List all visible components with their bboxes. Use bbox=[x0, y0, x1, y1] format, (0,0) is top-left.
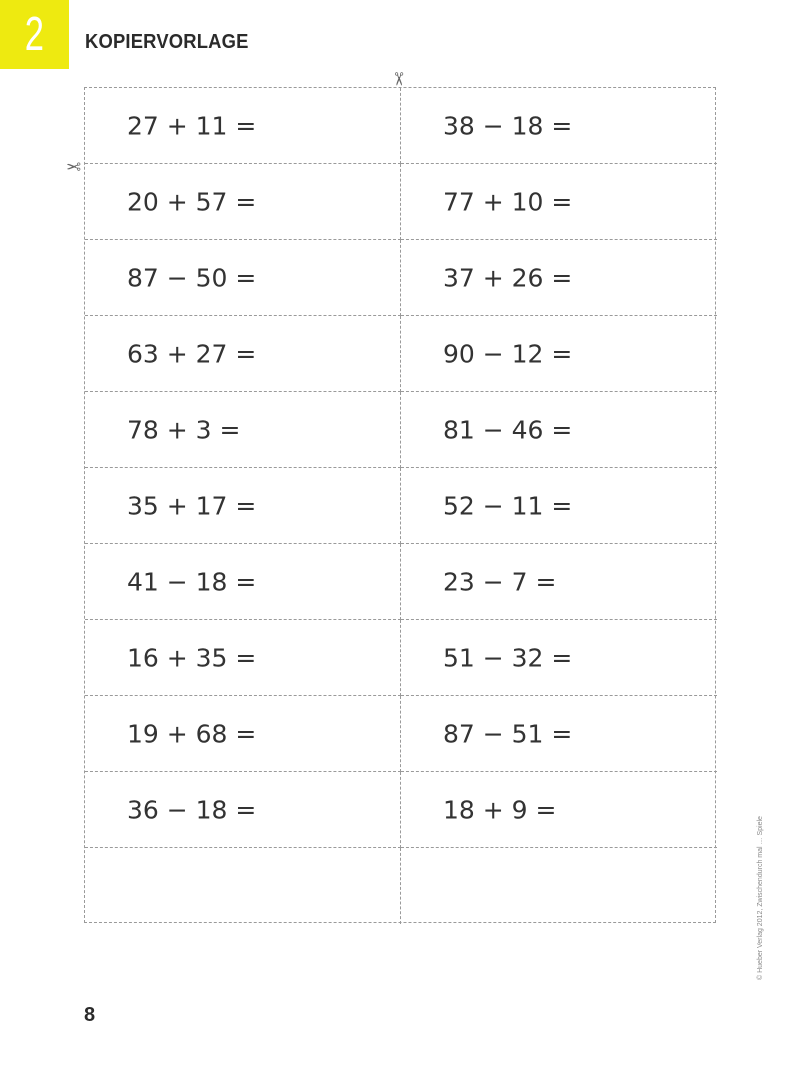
card-cell bbox=[401, 696, 717, 772]
math-task: 37 + 26 = bbox=[443, 263, 573, 292]
math-task: 81 − 46 = bbox=[443, 415, 573, 444]
card-grid bbox=[84, 87, 716, 923]
card-cell bbox=[85, 544, 401, 620]
card-cell bbox=[401, 620, 717, 696]
math-task: 63 + 27 = bbox=[127, 339, 257, 368]
card-cell bbox=[85, 468, 401, 544]
card-cell bbox=[85, 88, 401, 164]
math-task: 27 + 11 = bbox=[127, 111, 257, 140]
card-cell bbox=[85, 392, 401, 468]
page-title: KOPIERVORLAGE bbox=[85, 31, 249, 53]
math-task: 36 − 18 = bbox=[127, 795, 257, 824]
card-cell bbox=[85, 848, 401, 924]
card-cell bbox=[401, 468, 717, 544]
card-cell bbox=[401, 316, 717, 392]
page-number: 8 bbox=[84, 1004, 96, 1026]
card-cell bbox=[401, 164, 717, 240]
scissors-icon: ✂ bbox=[387, 71, 409, 87]
card-cell bbox=[401, 848, 717, 924]
card-cell bbox=[85, 772, 401, 848]
math-task: 78 + 3 = bbox=[127, 415, 241, 444]
card-cell bbox=[401, 772, 717, 848]
card-cell bbox=[85, 696, 401, 772]
card-cell bbox=[401, 240, 717, 316]
chapter-number: 2 bbox=[24, 7, 45, 61]
copyright-notice: © Hueber Verlag 2012, Zwischendurch mal … Spiele bbox=[757, 816, 764, 980]
math-task: 77 + 10 = bbox=[443, 187, 573, 216]
card-cell bbox=[85, 620, 401, 696]
math-task: 23 − 7 = bbox=[443, 567, 557, 596]
math-task: 87 − 51 = bbox=[443, 719, 573, 748]
math-task: 90 − 12 = bbox=[443, 339, 573, 368]
math-task: 52 − 11 = bbox=[443, 491, 573, 520]
math-task: 38 − 18 = bbox=[443, 111, 573, 140]
math-task: 18 + 9 = bbox=[443, 795, 557, 824]
math-task: 20 + 57 = bbox=[127, 187, 257, 216]
scissors-icon: ✂ bbox=[66, 155, 82, 176]
math-task: 87 − 50 = bbox=[127, 263, 257, 292]
card-cell bbox=[85, 316, 401, 392]
math-task: 35 + 17 = bbox=[127, 491, 257, 520]
math-task: 16 + 35 = bbox=[127, 643, 257, 672]
math-task: 51 − 32 = bbox=[443, 643, 573, 672]
card-cell bbox=[401, 88, 717, 164]
math-task: 41 − 18 = bbox=[127, 567, 257, 596]
math-task: 19 + 68 = bbox=[127, 719, 257, 748]
card-cell bbox=[85, 164, 401, 240]
card-cell bbox=[85, 240, 401, 316]
chapter-tab bbox=[0, 0, 69, 69]
card-cell bbox=[401, 392, 717, 468]
card-cell bbox=[401, 544, 717, 620]
